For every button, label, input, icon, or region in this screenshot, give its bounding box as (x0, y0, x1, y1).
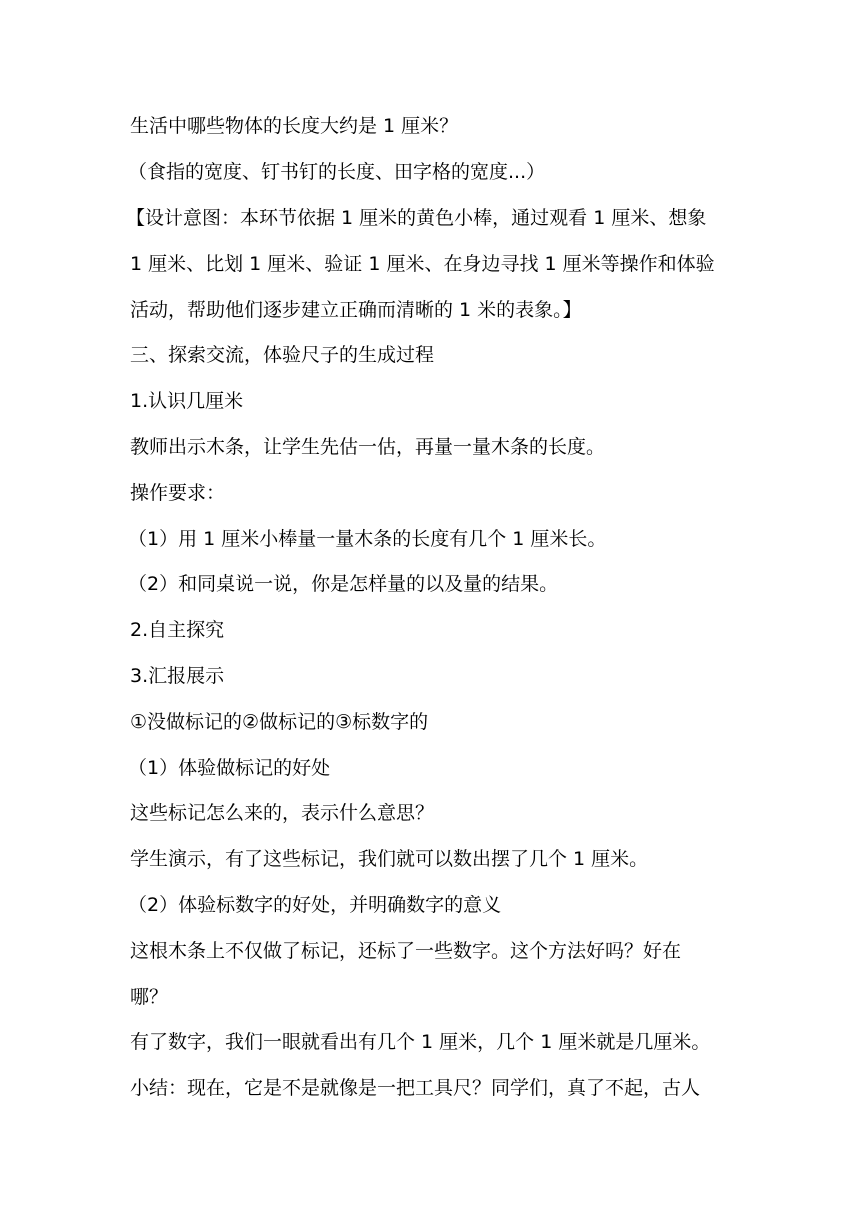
section-heading: 三、探索交流，体验尺子的生成过程 (130, 344, 435, 366)
subheading-2: 2.自主探究 (130, 619, 225, 641)
text-line-1: 生活中哪些物体的长度大约是 1 厘米？ (130, 115, 459, 137)
text-line-17: 学生演示，有了这些标记，我们就可以数出摆了几个 1 厘米。 (130, 848, 649, 870)
text-line-9: 操作要求： (130, 482, 226, 504)
text-line-21: 有了数字，我们一眼就看出有几个 1 厘米，几个 1 厘米就是几厘米。 (130, 1031, 711, 1053)
text-line-15: （1）体验做标记的好处 (128, 757, 331, 779)
text-line-3: 【设计意图：本环节依据 1 厘米的黄色小棒，通过观看 1 厘米、想象 (126, 207, 707, 229)
text-line-20: 哪？ (130, 986, 169, 1008)
subheading-1: 1.认识几厘米 (130, 390, 244, 412)
text-line-4: 1 厘米、比划 1 厘米、验证 1 厘米、在身边寻找 1 厘米等操作和体验 (130, 253, 715, 275)
subheading-3: 3.汇报展示 (130, 665, 225, 687)
text-line-18: （2）体验标数字的好处，并明确数字的意义 (128, 894, 502, 916)
text-line-22: 小结：现在，它是不是就像是一把工具尺？同学们，真了不起，古人 (130, 1077, 701, 1099)
text-line-5: 活动，帮助他们逐步建立正确而清晰的 1 米的表象。】 (130, 299, 582, 321)
text-line-10: （1）用 1 厘米小棒量一量木条的长度有几个 1 厘米长。 (128, 528, 607, 550)
text-line-16: 这些标记怎么来的，表示什么意思？ (130, 802, 435, 824)
text-line-11: （2）和同桌说一说，你是怎样量的以及量的结果。 (128, 573, 559, 595)
text-line-2: （食指的宽度、钉书钉的长度、田字格的宽度...） (128, 161, 546, 183)
text-line-8: 教师出示木条，让学生先估一估，再量一量木条的长度。 (130, 436, 606, 458)
text-line-19: 这根木条上不仅做了标记，还标了一些数字。这个方法好吗？好在 (130, 940, 682, 962)
text-line-14: ①没做标记的②做标记的③标数字的 (130, 711, 429, 733)
